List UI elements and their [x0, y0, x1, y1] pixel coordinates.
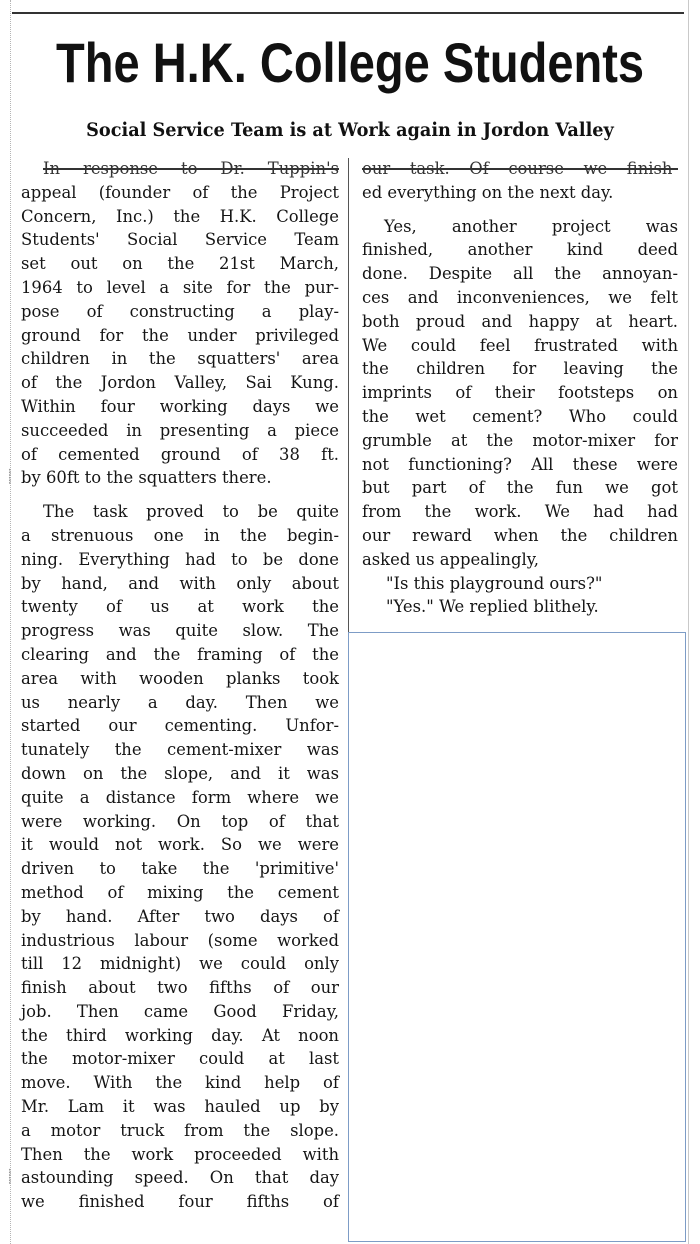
text-line: us nearly a day. Then we — [21, 692, 339, 712]
text-line: from the work. We had had — [362, 502, 678, 522]
text-line: of cemented ground of 38 ft. — [21, 444, 339, 464]
text-line: ed everything on the next day. — [362, 182, 614, 202]
text-line: we finished four fifths of — [21, 1192, 339, 1212]
text-line: done. Despite all the annoyan- — [362, 264, 678, 284]
right-edge-border — [688, 0, 689, 1244]
text-line: appeal (founder of the Project — [21, 182, 339, 202]
text-line: not functioning? All these were — [362, 454, 678, 474]
text-line: Then the work proceeded with — [21, 1144, 339, 1164]
text-line: astounding speed. On that day — [21, 1168, 339, 1188]
text-line: a motor truck from the slope. — [21, 1120, 339, 1140]
text-line: industrious labour (some worked — [21, 930, 339, 950]
text-line: clearing and the framing of the — [21, 644, 339, 664]
text-line: the wet cement? Who could — [362, 406, 678, 426]
text-line: quite a distance form where we — [21, 787, 339, 807]
text-line: our task. Of course we finish- — [362, 159, 678, 178]
article-headline: The H.K. College Students — [56, 31, 645, 94]
text-line: the motor-mixer could at last — [21, 1049, 339, 1069]
text-line: The task proved to be quite — [43, 502, 339, 522]
text-line: "Is this playground ours?" — [386, 573, 603, 593]
text-line: We could feel frustrated with — [362, 335, 678, 355]
text-line: driven to take the 'primitive' — [21, 859, 339, 879]
scan-speck-mark: ⸽ — [8, 469, 12, 485]
text-line: the third working day. At noon — [21, 1025, 339, 1045]
text-line: asked us appealingly, — [362, 549, 539, 569]
text-line: Students' Social Service Team — [21, 230, 339, 250]
text-line: method of mixing the cement — [21, 882, 339, 902]
text-line: Concern, Inc.) the H.K. College — [21, 206, 339, 226]
text-line: the children for leaving the — [362, 359, 678, 379]
text-line: progress was quite slow. The — [21, 621, 339, 641]
scan-speck-mark: ⸽ — [8, 1169, 12, 1185]
text-line: succeeded in presenting a piece — [21, 420, 339, 440]
text-line: tunately the cement-mixer was — [21, 740, 339, 760]
text-line: by hand. After two days of — [21, 906, 339, 926]
text-line: of the Jordon Valley, Sai Kung. — [21, 373, 339, 393]
text-line: grumble at the motor-mixer for — [362, 430, 678, 450]
text-line: started our cementing. Unfor- — [21, 716, 339, 736]
text-line: twenty of us at work the — [21, 597, 339, 617]
text-line: a strenuous one in the begin- — [21, 525, 339, 545]
text-line: finish about two fifths of our — [21, 978, 339, 998]
text-line: by hand, and with only about — [21, 573, 339, 593]
text-line: imprints of their footsteps on — [362, 383, 678, 403]
text-line: were working. On top of that — [21, 811, 339, 831]
article-subheadline: Social Service Team is at Work again in Jordon Valley — [86, 119, 614, 141]
text-line: by 60ft to the squatters there. — [21, 468, 272, 488]
text-line: but part of the fun we got — [362, 478, 678, 498]
text-line: "Yes." We replied blithely. — [386, 597, 599, 617]
text-line: area with wooden planks took — [21, 668, 339, 688]
text-line: move. With the kind help of — [21, 1073, 339, 1093]
text-line: down on the slope, and it was — [21, 763, 339, 783]
text-line: job. Then came Good Friday, — [21, 1001, 339, 1021]
left-edge-dotted-border — [10, 0, 11, 1244]
text-line: till 12 midnight) we could only — [21, 954, 339, 974]
text-line: Within four working days we — [21, 396, 339, 416]
top-rule — [12, 12, 684, 14]
text-line: Yes, another project was — [384, 216, 678, 236]
text-line: pose of constructing a play- — [21, 301, 339, 321]
text-line: set out on the 21st March, — [21, 254, 339, 274]
text-line: ning. Everything had to be done — [21, 549, 339, 569]
text-line: ces and inconveniences, we felt — [362, 287, 678, 307]
text-line: both proud and happy at heart. — [362, 311, 678, 331]
text-line: 1964 to level a site for the pur- — [21, 277, 339, 297]
article-column-right — [362, 157, 678, 619]
text-line: finished, another kind deed — [362, 240, 678, 260]
article-column-left — [21, 157, 339, 1214]
text-line: In response to Dr. Tuppin's — [43, 159, 339, 178]
text-line: children in the squatters' area — [21, 349, 339, 369]
text-line: Mr. Lam it was hauled up by — [21, 1097, 339, 1117]
text-line: ground for the under privileged — [21, 325, 339, 345]
text-line: it would not work. So we were — [21, 835, 339, 855]
empty-blank-area — [348, 632, 686, 1242]
text-line: our reward when the children — [362, 525, 678, 545]
